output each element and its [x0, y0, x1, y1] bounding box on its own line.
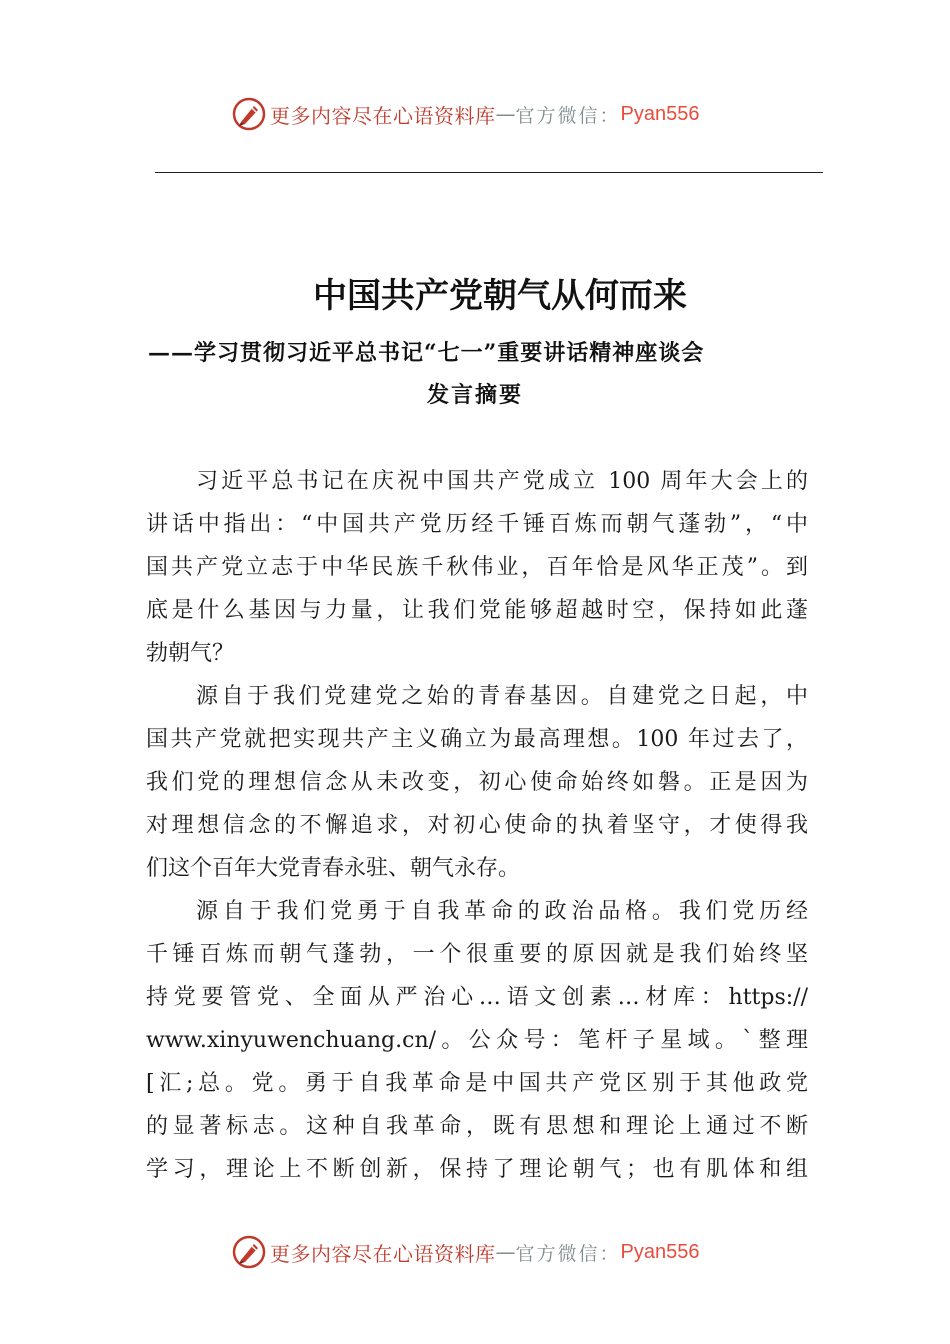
paragraph-line: 勃朝气？: [146, 641, 235, 666]
watermark-label: 官方微信：: [515, 104, 621, 127]
watermark-wechat-id: Pyan556: [620, 102, 700, 125]
paragraph-line: 国共产党就把实现共产主义确立为最高理想。100 年过去了，: [146, 727, 808, 752]
header-rule: [155, 172, 823, 173]
paragraph-line: 持党要管党、全面从严治心…语文创素…材库：https://: [146, 985, 808, 1010]
paragraph-line: 底是什么基因与力量，让我们党能够超越时空，保持如此蓬: [146, 598, 808, 623]
watermark-dash: —: [495, 102, 516, 126]
paragraph-line: 学习，理论上不断创新，保持了理论朝气；也有肌体和组: [146, 1157, 808, 1182]
paragraph-line: 源自于我们党建党之始的青春基因。自建党之日起，中: [196, 684, 808, 709]
watermark-brand: 更多内容尽在心语资料库: [270, 1241, 496, 1266]
paragraph-line: 们这个百年大党青春永驻、朝气永存。: [146, 856, 521, 881]
paragraph-line: www.xinyuwenchuang.cn/。公众号：笔杆子星域。`整理: [146, 1028, 808, 1053]
paragraph-line: 千锤百炼而朝气蓬勃，一个很重要的原因就是我们始终坚: [146, 942, 808, 967]
paragraph-line: 对理想信念的不懈追求，对初心使命的执着坚守，才使得我: [146, 813, 808, 838]
document-title: 中国共产党朝气从何而来: [313, 276, 687, 316]
document-subtitle-continued: 发言摘要: [426, 382, 523, 408]
footer-watermark: [232, 1234, 699, 1270]
paragraph-line: 我们党的理想信念从未改变，初心使命始终如磐。正是因为: [146, 770, 808, 795]
paragraph-line: [汇;总。党。勇于自我革命是中国共产党区别于其他政党: [146, 1071, 808, 1096]
header-watermark: [232, 96, 699, 132]
paragraph-line: 的显著标志。这种自我革命，既有思想和理论上通过不断: [146, 1114, 808, 1139]
watermark-wechat-id: Pyan556: [620, 1240, 700, 1263]
watermark-brand: 更多内容尽在心语资料库: [270, 103, 496, 128]
paragraph-line: 讲话中指出：“中国共产党历经千锤百炼而朝气蓬勃”，“中: [146, 512, 808, 537]
pen-logo-icon: [232, 97, 266, 131]
watermark-label: 官方微信：: [515, 1242, 621, 1265]
watermark-dash: —: [495, 1240, 516, 1264]
pen-logo-icon: [232, 1235, 266, 1269]
document-body: [146, 460, 808, 1191]
paragraph-line: 习近平总书记在庆祝中国共产党成立 100 周年大会上的: [196, 469, 808, 494]
document-subtitle: ——学习贯彻习近平总书记“七一”重要讲话精神座谈会: [148, 340, 705, 366]
paragraph-line: 国共产党立志于中华民族千秋伟业，百年恰是风华正茂”。到: [146, 555, 808, 580]
paragraph-line: 源自于我们党勇于自我革命的政治品格。我们党历经: [196, 899, 808, 924]
